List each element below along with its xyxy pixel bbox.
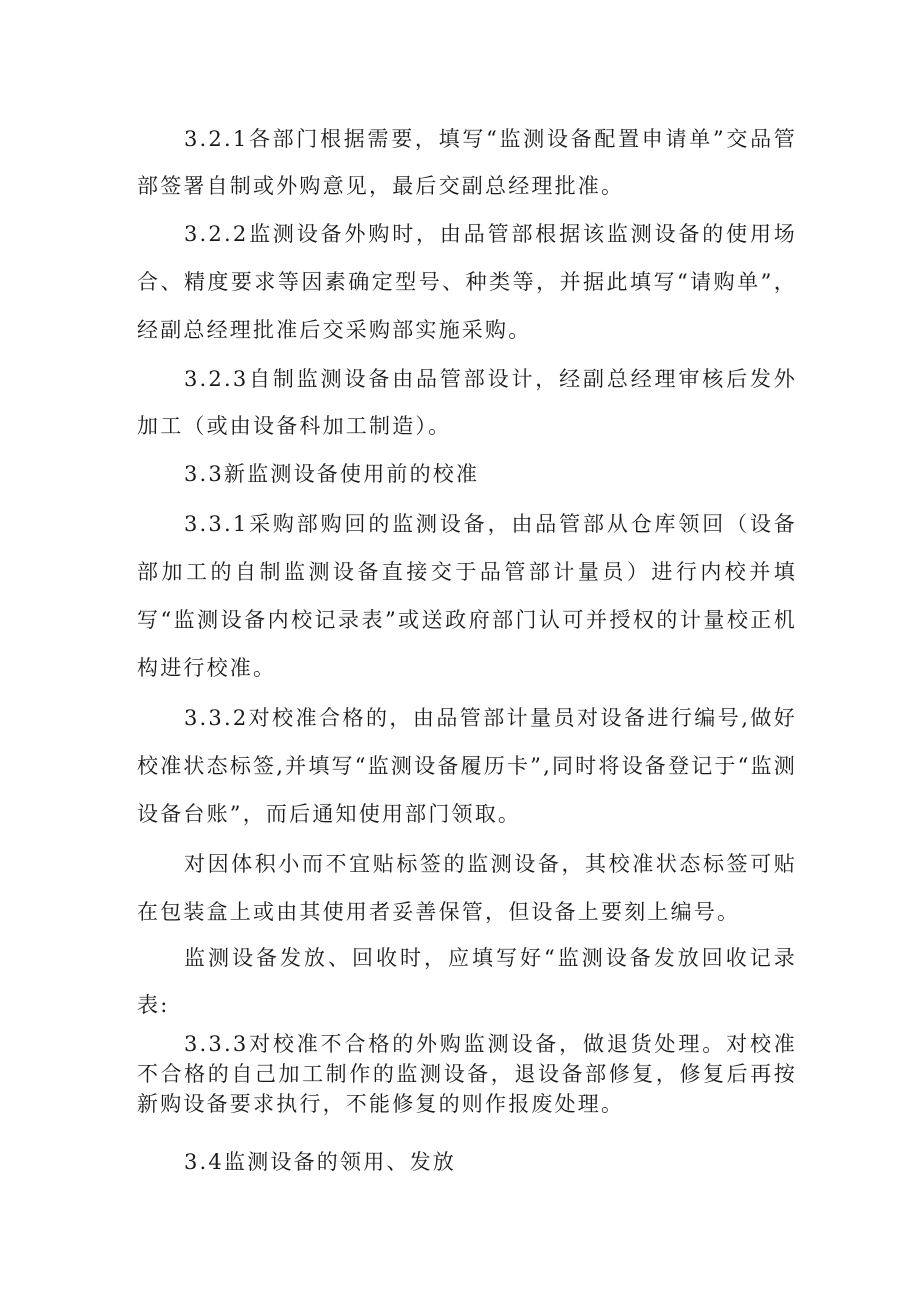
section-heading-3-4: 3.4监测设备的领用、发放	[184, 1150, 456, 1174]
paragraph-3-2-1: 3.2.1各部门根据需要，填写“监测设备配置申请单”交品管部签署自制或外购意见，最后交副总经理批准。	[137, 127, 797, 198]
paragraph-issue-return-record: 监测设备发放、回收时，应填写好“监测设备发放回收记录表:	[137, 946, 797, 1017]
paragraph-3-3-3: 3.3.3对校准不合格的外购监测设备，做退货处理。对校准不合格的自己加工制作的监测设备，退设备部修复，修复后再按新购设备要求执行，不能修复的则作报废处理。	[137, 1032, 797, 1116]
paragraph-3-3-1: 3.3.1采购部购回的监测设备，由品管部从仓库领回（设备部加工的自制监测设备直接交于品管部计量员）进行内校并填写“监测设备内校记录表”或送政府部门认可并授权的计量校正机构进行校准。	[137, 512, 797, 680]
paragraph-3-2-3: 3.2.3自制监测设备由品管部设计，经副总经理审核后发外加工（或由设备科加工制造）。	[137, 367, 797, 438]
paragraph-3-2-2: 3.2.2监测设备外购时，由品管部根据该监测设备的使用场合、精度要求等因素确定型号、种类等，并据此填写“请购单”，经副总经理批准后交采购部实施采购。	[137, 222, 797, 342]
paragraph-small-equipment-labels: 对因体积小而不宜贴标签的监测设备，其校准状态标签可贴在包装盒上或由其使用者妥善保管，但设备上要刻上编号。	[137, 852, 797, 924]
paragraph-3-3-2: 3.3.2对校准合格的，由品管部计量员对设备进行编号,做好校准状态标签,并填写“监测设备履历卡”,同时将设备登记于“监测设备台账”，而后通知使用部门领取。	[137, 706, 797, 826]
section-heading-3-3: 3.3新监测设备使用前的校准	[184, 462, 480, 486]
